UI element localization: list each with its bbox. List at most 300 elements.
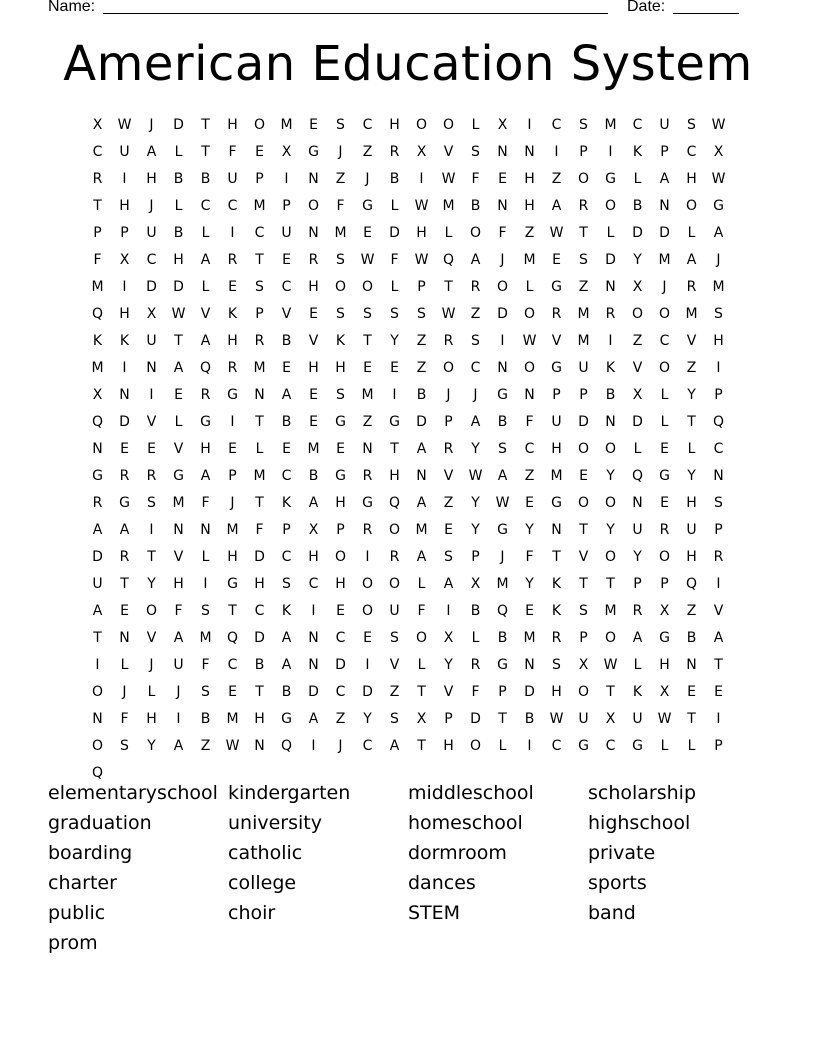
grid-letter: L [660, 737, 669, 754]
grid-letter: L [255, 440, 264, 457]
grid-letter: U [686, 521, 697, 538]
grid-letter: R [308, 251, 319, 268]
grid-letter: O [91, 737, 104, 754]
grid-letter: D [308, 683, 319, 700]
grid-letter: R [443, 440, 454, 457]
grid-letter: O [604, 629, 617, 646]
grid-letter: E [552, 251, 561, 268]
grid-letter: S [201, 683, 210, 700]
grid-letter: T [552, 548, 561, 565]
grid-letter: R [578, 197, 589, 214]
grid-letter: L [201, 548, 210, 565]
grid-letter: I [527, 737, 532, 754]
grid-letter: O [361, 575, 374, 592]
grid-letter: X [416, 710, 427, 727]
grid-letter: O [577, 170, 590, 187]
grid-letter: W [360, 251, 375, 268]
grid-letter: X [632, 278, 643, 295]
grid-letter: Q [685, 575, 698, 592]
grid-letter: F [471, 170, 480, 187]
grid-letter: X [92, 116, 103, 133]
word-list-item: charter [48, 872, 117, 894]
grid-letter: E [147, 440, 156, 457]
grid-letter: G [551, 494, 562, 511]
grid-letter: L [147, 683, 156, 700]
grid-letter: A [497, 467, 508, 484]
word-list-item: catholic [228, 842, 303, 864]
grid-letter: H [119, 305, 130, 322]
grid-letter: T [93, 629, 102, 646]
grid-letter: I [446, 602, 451, 619]
grid-letter: T [444, 278, 453, 295]
grid-letter: E [120, 602, 129, 619]
grid-letter: F [174, 602, 183, 619]
grid-letter: Z [335, 710, 346, 727]
grid-letter: N [497, 359, 508, 376]
grid-letter: D [659, 224, 670, 241]
grid-letter: C [200, 197, 211, 214]
grid-letter: M [253, 197, 266, 214]
grid-letter: A [416, 548, 427, 565]
grid-letter: P [255, 170, 264, 187]
grid-letter: H [551, 683, 562, 700]
grid-letter: L [444, 224, 453, 241]
word-list-item: elementaryschool [48, 782, 218, 804]
grid-letter: N [254, 386, 265, 403]
grid-letter: V [173, 548, 184, 565]
grid-letter: A [281, 386, 292, 403]
grid-letter: T [201, 116, 210, 133]
grid-letter: D [632, 224, 643, 241]
grid-letter: S [714, 494, 723, 511]
word-list-item: choir [228, 902, 276, 924]
grid-letter: M [577, 305, 590, 322]
grid-letter: C [146, 251, 157, 268]
grid-letter: H [659, 656, 670, 673]
grid-letter: M [199, 629, 212, 646]
grid-letter: Z [524, 467, 535, 484]
grid-letter: Y [147, 575, 156, 592]
grid-letter: A [389, 737, 400, 754]
grid-letter: E [363, 629, 372, 646]
grid-letter: O [388, 575, 401, 592]
grid-letter: K [119, 332, 130, 349]
grid-letter: M [523, 629, 536, 646]
grid-letter: O [658, 359, 671, 376]
grid-letter: H [308, 278, 319, 295]
grid-letter: T [201, 143, 210, 160]
grid-letter: P [579, 143, 588, 160]
grid-letter: O [361, 278, 374, 295]
grid-letter: O [361, 602, 374, 619]
grid-letter: W [549, 710, 564, 727]
grid-letter: O [253, 116, 266, 133]
grid-letter: H [551, 440, 562, 457]
grid-letter: O [685, 197, 698, 214]
grid-letter: H [443, 737, 454, 754]
grid-letter: S [336, 251, 345, 268]
grid-letter: C [281, 548, 292, 565]
grid-letter: Z [686, 359, 697, 376]
grid-letter: G [497, 386, 508, 403]
grid-letter: W [225, 737, 240, 754]
grid-letter: G [119, 494, 130, 511]
grid-letter: O [469, 224, 482, 241]
grid-letter: V [443, 467, 454, 484]
grid-letter: G [335, 467, 346, 484]
grid-letter: H [524, 170, 535, 187]
grid-letter: A [119, 521, 130, 538]
grid-letter: S [471, 143, 480, 160]
grid-letter: I [230, 413, 235, 430]
grid-letter: L [606, 224, 615, 241]
grid-letter: Z [362, 413, 373, 430]
grid-letter: Y [363, 710, 372, 727]
grid-letter: H [389, 116, 400, 133]
grid-letter: Z [416, 332, 427, 349]
grid-letter: X [659, 683, 670, 700]
grid-letter: N [686, 656, 697, 673]
grid-letter: J [662, 278, 667, 295]
grid-letter: M [91, 278, 104, 295]
grid-letter: A [92, 602, 103, 619]
header-line [48, 0, 748, 20]
grid-letter: N [308, 656, 319, 673]
grid-letter: P [228, 467, 237, 484]
grid-letter: R [92, 170, 103, 187]
grid-letter: O [334, 548, 347, 565]
grid-letter: S [714, 305, 723, 322]
grid-letter: R [227, 251, 238, 268]
grid-letter: Q [199, 359, 212, 376]
grid-letter: P [579, 386, 588, 403]
grid-letter: R [362, 467, 373, 484]
grid-letter: E [309, 413, 318, 430]
grid-letter: D [605, 251, 616, 268]
grid-letter: C [551, 116, 562, 133]
grid-letter: V [686, 332, 697, 349]
word-list-item: college [228, 872, 297, 894]
grid-letter: Q [631, 467, 644, 484]
grid-letter: D [632, 413, 643, 430]
grid-letter: A [308, 494, 319, 511]
grid-letter: O [334, 278, 347, 295]
grid-letter: N [119, 629, 130, 646]
grid-letter: T [579, 521, 588, 538]
grid-letter: B [173, 170, 184, 187]
grid-letter: N [416, 467, 427, 484]
grid-letter: P [255, 305, 264, 322]
grid-letter: M [253, 467, 266, 484]
grid-letter: Y [471, 440, 480, 457]
grid-letter: O [631, 305, 644, 322]
word-list-item: university [228, 812, 322, 834]
grid-letter: N [173, 521, 184, 538]
grid-letter: S [336, 305, 345, 322]
grid-letter: T [606, 683, 615, 700]
grid-letter: P [660, 143, 669, 160]
grid-letter: J [338, 737, 343, 754]
grid-letter: S [390, 629, 399, 646]
grid-letter: P [336, 521, 345, 538]
grid-letter: E [228, 683, 237, 700]
grid-letter: R [686, 278, 697, 295]
grid-letter: U [578, 710, 589, 727]
grid-letter: I [392, 386, 397, 403]
grid-letter: W [441, 305, 456, 322]
grid-letter: V [551, 332, 562, 349]
grid-letter: E [309, 116, 318, 133]
grid-letter: X [281, 143, 292, 160]
grid-letter: T [255, 413, 264, 430]
grid-letter: S [255, 278, 264, 295]
grid-letter: J [473, 386, 478, 403]
grid-letter: I [608, 143, 613, 160]
grid-letter: Q [496, 602, 509, 619]
grid-letter: L [633, 440, 642, 457]
grid-letter: A [713, 224, 724, 241]
grid-letter: C [524, 440, 535, 457]
grid-letter: A [173, 629, 184, 646]
word-list-item: dormroom [408, 842, 507, 864]
grid-letter: C [92, 143, 103, 160]
grid-letter: O [91, 683, 104, 700]
grid-letter: S [444, 548, 453, 565]
grid-letter: T [417, 683, 426, 700]
grid-letter: N [632, 494, 643, 511]
grid-letter: G [281, 710, 292, 727]
word-list-item: STEM [408, 902, 461, 924]
grid-letter: Q [91, 764, 104, 781]
grid-letter: D [389, 224, 400, 241]
grid-letter: H [308, 359, 319, 376]
grid-letter: F [255, 521, 264, 538]
grid-letter: V [281, 305, 292, 322]
grid-letter: E [336, 602, 345, 619]
grid-letter: S [417, 305, 426, 322]
word-list-item: graduation [48, 812, 152, 834]
grid-letter: B [524, 710, 535, 727]
grid-letter: R [362, 521, 373, 538]
grid-letter: H [308, 548, 319, 565]
grid-letter: B [470, 602, 481, 619]
grid-letter: M [496, 575, 509, 592]
grid-letter: B [281, 413, 292, 430]
grid-letter: T [687, 413, 696, 430]
grid-letter: U [578, 359, 589, 376]
grid-letter: T [579, 224, 588, 241]
grid-letter: I [122, 278, 127, 295]
grid-letter: J [338, 143, 343, 160]
grid-letter: B [497, 413, 508, 430]
grid-letter: D [254, 629, 265, 646]
grid-letter: I [419, 170, 424, 187]
grid-letter: T [255, 683, 264, 700]
grid-letter: Y [525, 521, 534, 538]
grid-letter: B [173, 224, 184, 241]
grid-letter: K [335, 332, 346, 349]
grid-letter: U [173, 656, 184, 673]
grid-letter: B [416, 386, 427, 403]
grid-letter: P [498, 683, 507, 700]
grid-letter: R [551, 629, 562, 646]
grid-letter: F [228, 143, 237, 160]
grid-letter: S [390, 710, 399, 727]
grid-letter: G [173, 467, 184, 484]
grid-letter: C [227, 656, 238, 673]
grid-letter: S [579, 116, 588, 133]
grid-letter: U [389, 602, 400, 619]
grid-letter: E [390, 359, 399, 376]
grid-letter: Z [389, 683, 400, 700]
grid-letter: K [632, 683, 643, 700]
word-list-item: middleschool [408, 782, 534, 804]
grid-letter: H [227, 548, 238, 565]
grid-letter: X [659, 602, 670, 619]
grid-letter: E [498, 170, 507, 187]
grid-letter: R [470, 656, 481, 673]
grid-letter: A [173, 359, 184, 376]
grid-letter: N [254, 737, 265, 754]
grid-letter: D [362, 683, 373, 700]
grid-letter: W [468, 467, 483, 484]
grid-letter: G [659, 629, 670, 646]
grid-letter: Z [578, 278, 589, 295]
grid-letter: A [551, 197, 562, 214]
grid-letter: C [362, 116, 373, 133]
name-label: Name: [48, 0, 96, 15]
letter-grid [84, 111, 732, 786]
grid-letter: G [92, 467, 103, 484]
grid-letter: H [146, 710, 157, 727]
grid-letter: J [500, 548, 505, 565]
grid-letter: A [632, 629, 643, 646]
grid-letter: T [579, 575, 588, 592]
grid-letter: Y [444, 656, 453, 673]
grid-letter: H [335, 575, 346, 592]
grid-letter: M [334, 224, 347, 241]
grid-letter: F [390, 251, 399, 268]
grid-letter: I [527, 116, 532, 133]
grid-letter: A [416, 494, 427, 511]
grid-letter: R [443, 332, 454, 349]
grid-letter: L [201, 224, 210, 241]
grid-letter: L [687, 440, 696, 457]
grid-letter: D [470, 710, 481, 727]
grid-letter: G [335, 413, 346, 430]
grid-letter: S [552, 656, 561, 673]
grid-letter: N [524, 656, 535, 673]
grid-letter: R [389, 143, 400, 160]
grid-letter: L [390, 197, 399, 214]
grid-letter: A [173, 737, 184, 754]
word-list-item: public [48, 902, 106, 924]
grid-letter: L [660, 386, 669, 403]
grid-letter: Z [416, 359, 427, 376]
grid-letter: O [658, 305, 671, 322]
grid-letter: L [174, 413, 183, 430]
grid-letter: O [604, 197, 617, 214]
grid-letter: T [687, 710, 696, 727]
grid-letter: S [147, 494, 156, 511]
grid-letter: X [605, 710, 616, 727]
grid-letter: H [686, 170, 697, 187]
grid-letter: L [687, 737, 696, 754]
grid-letter: A [443, 575, 454, 592]
grid-letter: S [120, 737, 129, 754]
grid-letter: T [390, 440, 399, 457]
grid-letter: J [716, 251, 721, 268]
grid-letter: S [687, 116, 696, 133]
grid-letter: N [551, 521, 562, 538]
grid-letter: O [604, 494, 617, 511]
grid-letter: C [335, 683, 346, 700]
grid-letter: O [604, 548, 617, 565]
grid-letter: H [119, 197, 130, 214]
grid-letter: W [549, 224, 564, 241]
grid-letter: V [389, 656, 400, 673]
grid-letter: A [281, 629, 292, 646]
grid-letter: O [523, 359, 536, 376]
grid-letter: I [716, 710, 721, 727]
grid-letter: A [308, 710, 319, 727]
grid-letter: S [282, 575, 291, 592]
grid-letter: O [658, 548, 671, 565]
grid-letter: Q [91, 305, 104, 322]
grid-letter: E [228, 278, 237, 295]
grid-letter: H [227, 332, 238, 349]
grid-letter: G [632, 737, 643, 754]
grid-letter: W [603, 656, 618, 673]
grid-letter: O [442, 116, 455, 133]
grid-letter: D [119, 413, 130, 430]
grid-letter: O [415, 116, 428, 133]
grid-letter: T [714, 656, 723, 673]
grid-letter: F [525, 413, 534, 430]
grid-letter: R [605, 305, 616, 322]
grid-letter: X [470, 575, 481, 592]
grid-letter: O [307, 197, 320, 214]
grid-letter: C [335, 629, 346, 646]
grid-letter: J [500, 251, 505, 268]
grid-letter: X [119, 251, 130, 268]
grid-letter: H [335, 494, 346, 511]
grid-letter: I [365, 548, 370, 565]
grid-letter: I [311, 737, 316, 754]
grid-letter: G [551, 359, 562, 376]
grid-letter: L [174, 143, 183, 160]
grid-letter: Y [633, 251, 642, 268]
grid-letter: N [659, 197, 670, 214]
grid-letter: E [525, 494, 534, 511]
grid-letter: M [712, 278, 725, 295]
grid-letter: K [605, 359, 616, 376]
grid-letter: I [149, 521, 154, 538]
grid-letter: E [309, 386, 318, 403]
grid-letter: H [686, 548, 697, 565]
grid-letter: M [523, 251, 536, 268]
grid-letter: N [92, 440, 103, 457]
grid-letter: P [633, 575, 642, 592]
grid-letter: M [280, 116, 293, 133]
grid-letter: S [579, 251, 588, 268]
grid-letter: E [255, 143, 264, 160]
grid-letter: F [93, 251, 102, 268]
grid-letter: W [495, 494, 510, 511]
grid-letter: Q [280, 737, 293, 754]
grid-letter: R [227, 359, 238, 376]
grid-letter: Z [470, 305, 481, 322]
